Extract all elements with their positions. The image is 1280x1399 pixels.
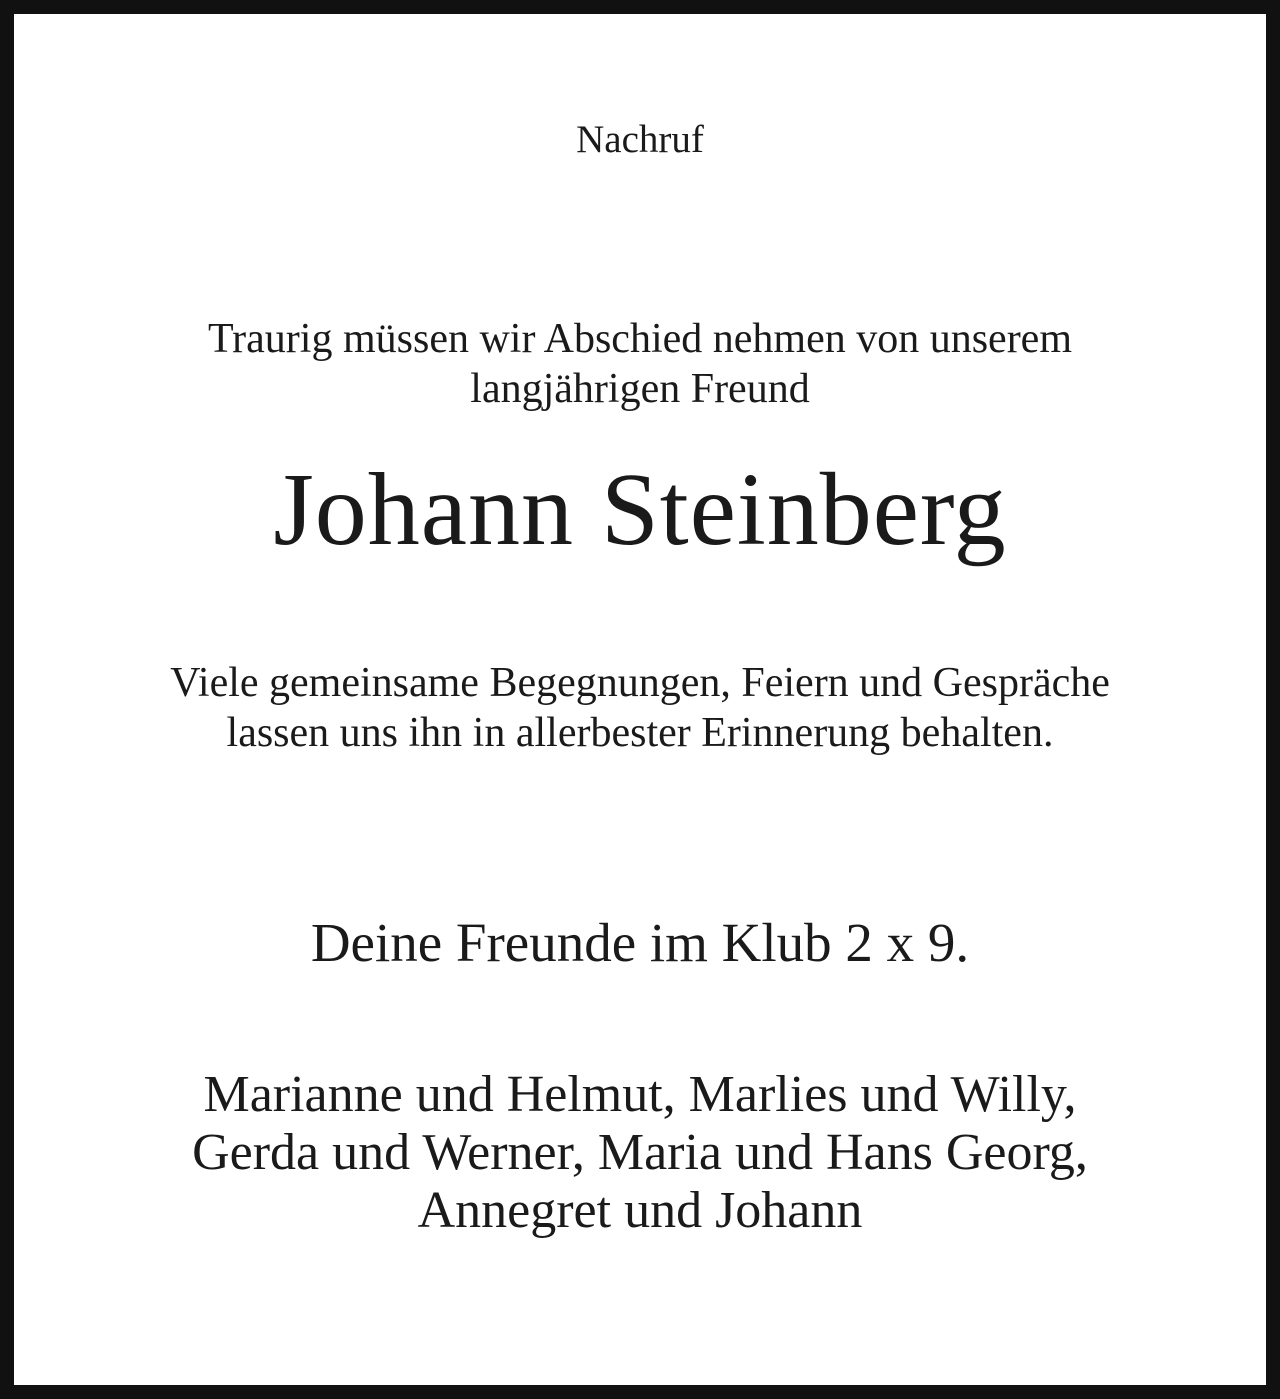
notice-heading: Nachruf — [576, 118, 704, 161]
mourners-list — [14, 1066, 1266, 1240]
intro-line-1: Traurig müssen wir Abschied nehmen von unserem — [208, 316, 1072, 362]
mourners-line-3: Annegret und Johann — [417, 1182, 863, 1239]
signature-line: Deine Freunde im Klub 2 x 9. — [310, 912, 970, 973]
mourners-line-2: Gerda und Werner, Maria und Hans Georg, — [192, 1124, 1088, 1181]
memory-line-2: lassen uns ihn in allerbester Erinnerung behalten. — [226, 710, 1054, 756]
memory-text — [14, 658, 1266, 758]
intro-line-2: langjährigen Freund — [470, 366, 810, 412]
mourners-line-1: Marianne und Helmut, Marlies und Willy, — [203, 1066, 1077, 1123]
intro-text — [14, 314, 1266, 414]
memory-line-1: Viele gemeinsame Begegnungen, Feiern und Gespräche — [170, 660, 1110, 706]
deceased-name: Johann Steinberg — [273, 452, 1007, 567]
